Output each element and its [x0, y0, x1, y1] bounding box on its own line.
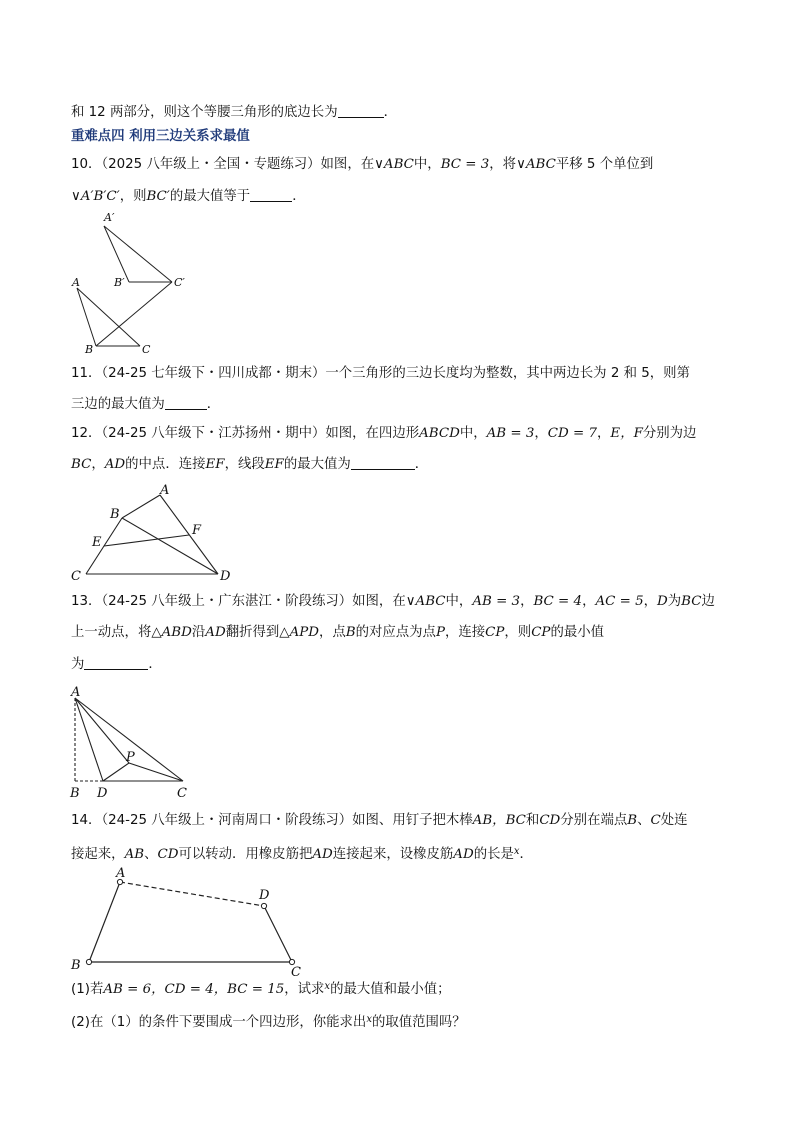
- label-c: C: [142, 343, 151, 356]
- label-d: D: [97, 786, 108, 801]
- q12-figure: [68, 480, 248, 585]
- q13-figure: [66, 684, 196, 804]
- seg-b-d: [122, 518, 218, 574]
- seg-a-d-dashed: [120, 882, 264, 906]
- label-c: C: [291, 965, 301, 980]
- label-ap: A′: [104, 211, 115, 224]
- seg-d-c: [264, 906, 292, 962]
- label-cp: C′: [174, 276, 185, 289]
- q13-line2: 上一动点，将△ABD沿AD翻折得到△APD，点B的对应点为点P，连接CP，则CP的最小值: [71, 625, 605, 640]
- answer-blank: [338, 103, 384, 118]
- answer-blank: [165, 395, 207, 410]
- label-f: F: [192, 523, 202, 538]
- label-d: D: [259, 888, 270, 903]
- label-p: P: [126, 750, 135, 765]
- seg-e-f: [104, 535, 189, 546]
- label-c: C: [177, 786, 187, 801]
- label-b: B: [110, 507, 120, 522]
- nail-c: [289, 959, 294, 964]
- q13-line1: 13．（24-25 八年级上・广东湛江・阶段练习）如图，在∨ABC中，AB = 3，BC = 4，AC = 5，D为BC边: [71, 594, 715, 609]
- label-b: B: [71, 958, 81, 973]
- answer-blank: [250, 187, 292, 202]
- q10-line2: ∨A′B′C′，则BC′的最大值等于 ．: [71, 189, 306, 204]
- seg-a-p: [75, 698, 129, 763]
- intro-line: 和 12 两部分，则这个等腰三角形的底边长为 ．: [71, 105, 397, 120]
- label-a: A: [116, 866, 126, 881]
- label-a: A: [71, 685, 81, 700]
- seg-a-c: [75, 698, 183, 781]
- section-heading: 重难点四 利用三边关系求最值: [71, 129, 250, 144]
- label-b: B: [70, 786, 80, 801]
- seg-a-d: [160, 495, 218, 574]
- q12-line1: 12．（24-25 八年级下・江苏扬州・期中）如图，在四边形ABCD中，AB = 3，CD = 7，E，F分别为边: [71, 426, 697, 441]
- seg-ap-cp: [104, 226, 172, 282]
- q14-line1: 14．（24-25 八年级上・河南周口・阶段练习）如图、用钉子把木棒AB，BC和CD分别在端点B、C处连: [71, 813, 688, 828]
- label-d: D: [220, 569, 231, 584]
- answer-blank: [351, 455, 415, 470]
- seg-d-p: [103, 763, 129, 781]
- label-c: C: [71, 569, 81, 584]
- q14-figure: [66, 866, 316, 978]
- q14-line2: 接起来，AB、CD可以转动．用橡皮筋把AD连接起来，设橡皮筋AD的长是$^x$．: [71, 846, 533, 862]
- answer-blank: [84, 655, 148, 670]
- seg-ap-bp: [104, 226, 129, 282]
- q13-line3: 为 ．: [71, 657, 162, 672]
- label-a: A: [160, 483, 170, 498]
- label-bp: B′: [114, 276, 125, 289]
- label-a: A: [72, 276, 80, 289]
- nail-b: [86, 959, 91, 964]
- label-b: B: [85, 343, 94, 356]
- label-e: E: [92, 535, 102, 550]
- q10-line1: 10．（2025 八年级上・全国・专题练习）如图，在∨ABC中，BC = 3，将∨ABC平移 5 个单位到: [71, 157, 654, 172]
- seg-b-a: [122, 495, 160, 518]
- q10-figure: [66, 208, 206, 358]
- q12-line2: BC，AD的中点．连接EF，线段EF的最大值为 ．: [71, 457, 429, 472]
- q14-sub1: (1)若AB = 6，CD = 4，BC = 15，试求$^x$的最大值和最小值；: [71, 981, 451, 997]
- q14-sub2: (2)在（1）的条件下要围成一个四边形，你能求出$^x$的取值范围吗？: [71, 1014, 466, 1030]
- nail-d: [261, 903, 266, 908]
- q11-line2: 三边的最大值为 ．: [71, 397, 221, 412]
- seg-b-cp: [96, 282, 172, 346]
- seg-a-d: [75, 698, 103, 781]
- seg-p-c: [129, 763, 183, 781]
- seg-b-a: [89, 882, 120, 962]
- q11-line1: 11．（24-25 七年级下・四川成都・期末）一个三角形的三边长度均为整数，其中两边长为 2 和 5，则第: [71, 366, 690, 381]
